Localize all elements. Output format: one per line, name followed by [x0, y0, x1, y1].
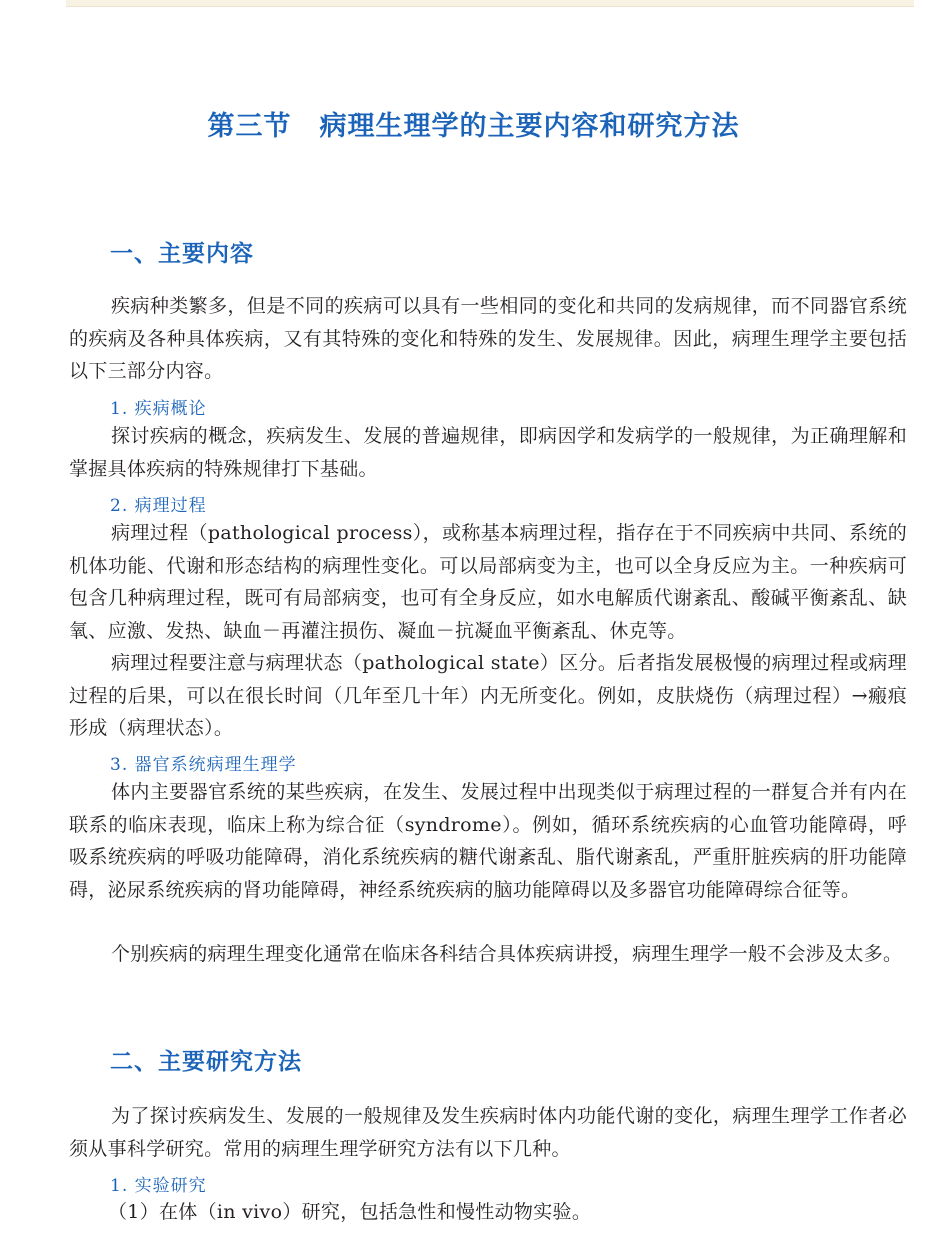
- page-title: 第三节 病理生理学的主要内容和研究方法: [207, 111, 740, 142]
- subheading-organ-system-pathophysiology: 3. 器官系统病理生理学: [110, 755, 297, 775]
- subheading-disease-overview: 1. 疾病概论: [110, 399, 207, 419]
- pathological-process-paragraph: 病理过程（pathological process），或称基本病理过程，指存在于不同疾病中共同、系统的机体功能、代谢和形态结构的病理性变化。可以局部病变为主，也可以全身反应为主。一种疾病可包含几种病理过程，既可有局部病变，也可有全身反应，如水电解质代谢紊乱、酸碱平衡紊乱、缺氧、应激、发热、缺血－再灌注损伤、凝血－抗凝血平衡紊乱、休克等。: [69, 522, 907, 642]
- subheading-pathological-process: 2. 病理过程: [110, 496, 207, 516]
- subheading-experimental-research: 1. 实验研究: [110, 1176, 207, 1196]
- disease-overview-paragraph: 探讨疾病的概念，疾病发生、发展的普遍规律，即病因学和发病学的一般规律，为正确理解和掌握具体疾病的特殊规律打下基础。: [69, 425, 907, 480]
- section-heading-main-content: 一、主要内容: [110, 240, 254, 267]
- section-heading-research-methods: 二、主要研究方法: [110, 1048, 302, 1075]
- section1-intro-paragraph: 疾病种类繁多，但是不同的疾病可以具有一些相同的变化和共同的发病规律，而不同器官系统的疾病及各种具体疾病，又有其特殊的变化和特殊的发生、发展规律。因此，病理生理学主要包括以下三部分内容。: [69, 295, 907, 382]
- pathological-state-paragraph: 病理过程要注意与病理状态（pathological state）区分。后者指发展极慢的病理过程或病理过程的后果，可以在很长时间（几年至几十年）内无所变化。例如，皮肤烧伤（病理过程）→瘢痕形成（病理状态）。: [69, 652, 907, 739]
- individual-disease-paragraph: 个别疾病的病理生理变化通常在临床各科结合具体疾病讲授，病理生理学一般不会涉及太多。: [111, 943, 903, 965]
- section2-intro-paragraph: 为了探讨疾病发生、发展的一般规律及发生疾病时体内功能代谢的变化，病理生理学工作者必须从事科学研究。常用的病理生理学研究方法有以下几种。: [69, 1105, 907, 1160]
- page-top-strip: [66, 0, 914, 7]
- organ-system-paragraph: 体内主要器官系统的某些疾病，在发生、发展过程中出现类似于病理过程的一群复合并有内在联系的临床表现，临床上称为综合征（syndrome）。例如，循环系统疾病的心血管功能障碍，呼吸系统疾病的呼吸功能障碍，消化系统疾病的糖代谢紊乱、脂代谢紊乱，严重肝脏疾病的肝功能障碍，泌尿系统疾病的肾功能障碍，神经系统疾病的脑功能障碍以及多器官功能障碍综合征等。: [69, 781, 907, 901]
- in-vivo-research-line: （1）在体（in vivo）研究，包括急性和慢性动物实验。: [108, 1201, 592, 1223]
